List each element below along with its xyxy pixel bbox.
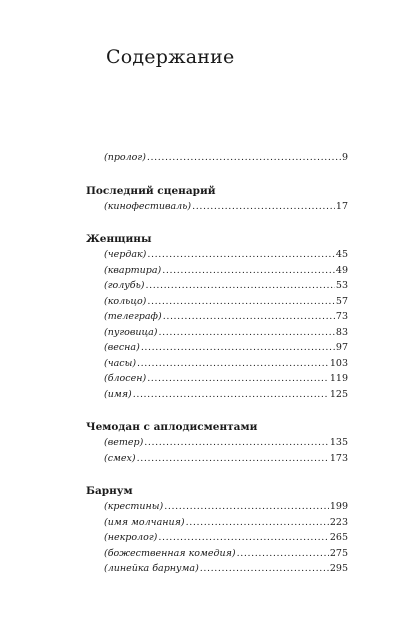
page-number: 173: [329, 452, 348, 464]
page-number: 103: [329, 357, 348, 369]
dot-leader: [137, 451, 329, 467]
page-title: Содержание: [106, 46, 235, 68]
page-number: 199: [329, 501, 348, 512]
entry-title: (ветер): [104, 437, 144, 448]
entry-title: (чердак): [104, 249, 147, 260]
dot-leader: [237, 546, 329, 562]
entry-title: (телеграф): [104, 311, 162, 322]
dot-leader: [147, 150, 341, 166]
dot-leader: [141, 340, 335, 356]
toc-entry: [104, 435, 348, 451]
toc-section: [0, 232, 400, 402]
dot-leader: [164, 499, 329, 515]
page-number: 9: [341, 152, 348, 163]
page-number: 135: [329, 437, 348, 448]
entry-title: (кольцо): [104, 295, 147, 307]
entry-title: (божественная комедия): [104, 547, 236, 559]
page-number: 83: [335, 326, 348, 338]
dot-leader: [158, 530, 329, 546]
dot-leader: [192, 199, 335, 215]
page-number: 119: [329, 373, 348, 384]
dot-leader: [162, 263, 335, 279]
page-number: 17: [335, 200, 348, 212]
table-of-contents: [0, 150, 400, 577]
toc-entry: [104, 451, 348, 467]
page-number: 53: [335, 280, 348, 291]
toc-entry: [104, 263, 348, 279]
toc-entry: [104, 325, 348, 341]
page-number: 275: [329, 547, 348, 559]
dot-leader: [147, 371, 329, 387]
dot-leader: [145, 278, 334, 294]
entry-title: (кинофестиваль): [104, 200, 192, 212]
dot-leader: [133, 387, 329, 403]
section-heading: Последний сценарий: [86, 184, 216, 197]
toc-entry: [104, 340, 348, 356]
entry-title: (часы): [104, 357, 137, 369]
toc-entry: [104, 561, 348, 577]
toc-entry: [104, 278, 348, 294]
toc-entry: [104, 530, 348, 546]
entry-title: (смех): [104, 452, 136, 464]
dot-leader: [147, 247, 335, 263]
page-number: 265: [329, 532, 348, 543]
entry-title: (линейка барнума): [104, 563, 199, 574]
entry-title: (имя): [104, 388, 132, 400]
page-number: 223: [329, 516, 348, 528]
toc-entry: [104, 546, 348, 562]
entry-title: (некролог): [104, 532, 158, 543]
toc-entry: [104, 309, 348, 325]
dot-leader: [159, 325, 335, 341]
entry-title: (имя молчания): [104, 516, 185, 528]
page-number: 73: [335, 311, 348, 322]
section-heading: Барнум: [86, 485, 133, 497]
page-number: 97: [335, 342, 348, 353]
entry-title: (блосен): [104, 373, 147, 384]
toc-entry: [104, 294, 348, 310]
section-heading: Чемодан с аплодисментами: [86, 421, 258, 433]
dot-leader: [186, 515, 329, 531]
section-heading: Женщины: [86, 233, 152, 245]
toc-entry: [104, 387, 348, 403]
toc-entry: [104, 247, 348, 263]
page-number: 295: [329, 563, 348, 574]
toc-entry: [104, 199, 348, 215]
page-number: 49: [335, 264, 348, 276]
toc-section: [0, 184, 400, 215]
dot-leader: [144, 435, 329, 451]
entry-title: (крестины): [104, 501, 164, 512]
page-number: 125: [329, 388, 348, 400]
toc-section: [0, 484, 400, 577]
entry-title: (голубь): [104, 280, 145, 291]
toc-entry: [104, 356, 348, 372]
toc-section: [0, 150, 400, 166]
entry-title: (пуговица): [104, 326, 158, 338]
toc-entry: [104, 371, 348, 387]
entry-title: (весна): [104, 342, 140, 353]
page-number: 45: [335, 249, 348, 260]
entry-title: (пролог): [104, 152, 146, 163]
toc-entry: [104, 499, 348, 515]
toc-entry: [104, 515, 348, 531]
dot-leader: [163, 309, 335, 325]
toc-entry: [104, 150, 348, 166]
toc-section: [0, 420, 400, 466]
page-number: 57: [335, 295, 348, 307]
dot-leader: [137, 356, 329, 372]
dot-leader: [147, 294, 335, 310]
dot-leader: [200, 561, 329, 577]
entry-title: (квартира): [104, 264, 162, 276]
